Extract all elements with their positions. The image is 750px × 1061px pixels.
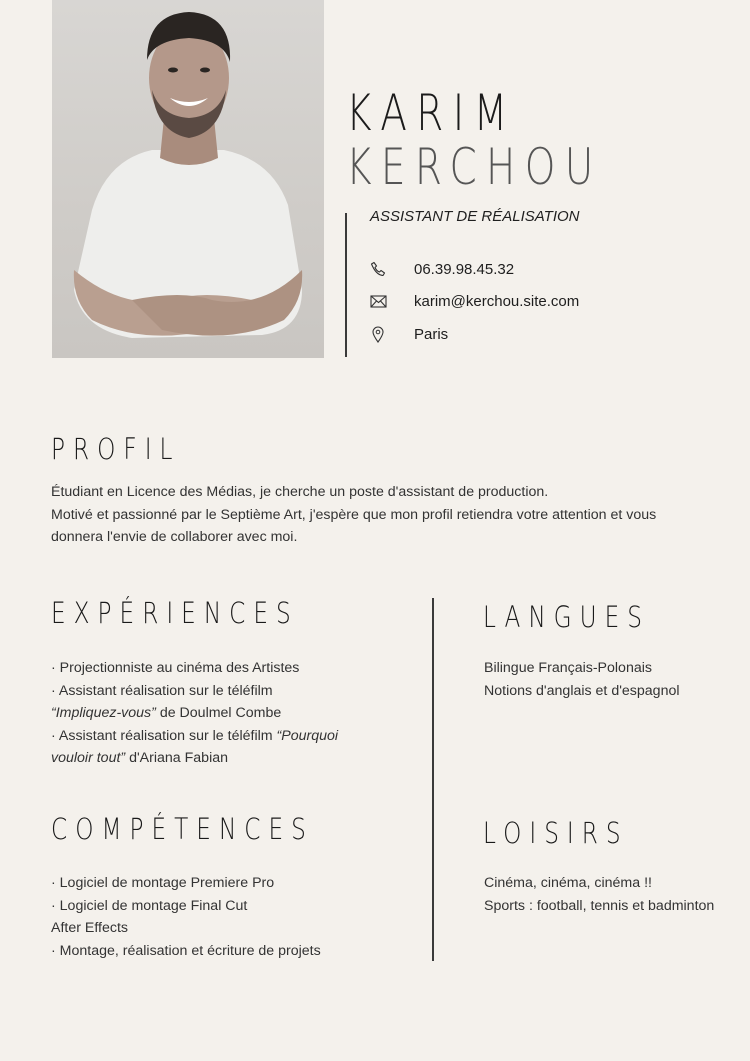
loisirs-list: [484, 872, 714, 917]
list-item: Cinéma, cinéma, cinéma !!: [484, 875, 652, 891]
list-item: · Logiciel de montage Premiere Pro: [51, 875, 275, 891]
competences-heading: COMPÉTENCES: [51, 812, 314, 846]
list-item: [51, 702, 338, 725]
contact-phone: [369, 258, 729, 280]
list-item: Notions d'anglais et d'espagnol: [484, 682, 680, 699]
list-item: Bilingue Français-Polonais: [484, 660, 652, 676]
list-item: [51, 747, 338, 770]
city: Paris: [414, 325, 449, 343]
loisirs-heading: LOISIRS: [483, 816, 629, 850]
phone-icon: [369, 260, 387, 278]
list-item: Sports : football, tennis et badminton: [484, 897, 715, 914]
competences-list: [51, 872, 321, 962]
email-address[interactable]: karim@kerchou.site.com: [414, 292, 580, 310]
profile-photo: [52, 0, 324, 358]
list-item: · Montage, réalisation et écriture de projets: [51, 942, 321, 959]
langues-list: [484, 657, 680, 702]
list-item: · Logiciel de montage Final Cut: [51, 897, 248, 914]
film-title: vouloir tout”: [51, 750, 126, 767]
list-item: · Projectionniste au cinéma des Artistes: [51, 660, 300, 676]
list-text: · Assistant réalisation sur le téléfilm: [51, 727, 277, 744]
list-item: · Assistant réalisation sur le téléfilm: [51, 682, 273, 699]
profil-text: [51, 481, 731, 549]
profil-line: Motivé et passionné par le Septième Art, j'espère que mon profil retiendra votre attention et vous: [51, 506, 657, 523]
last-name: KERCHOU: [346, 138, 603, 196]
job-title: ASSISTANT DE RÉALISATION: [370, 208, 580, 225]
first-name: KARIM: [346, 84, 517, 142]
film-title: “Pourquoi: [276, 727, 339, 744]
list-item: After Effects: [51, 920, 129, 937]
location-pin-icon: [369, 325, 387, 343]
film-title: “Impliquez-vous”: [51, 705, 156, 722]
experiences-list: [51, 657, 338, 770]
director: d'Ariana Fabian: [125, 750, 228, 767]
langues-heading: LANGUES: [483, 600, 651, 634]
director: de Doulmel Combe: [155, 705, 282, 722]
envelope-icon: [369, 292, 387, 310]
experiences-heading: EXPÉRIENCES: [51, 596, 299, 630]
header-divider: [345, 213, 347, 357]
phone-number[interactable]: 06.39.98.45.32: [414, 260, 515, 278]
list-item: [51, 725, 338, 748]
contact-city: [369, 323, 729, 345]
profil-line: Étudiant en Licence des Médias, je cherche un poste d'assistant de production.: [51, 484, 549, 500]
profil-heading: PROFIL: [51, 432, 181, 466]
column-divider: [432, 598, 434, 961]
contact-email: [369, 290, 729, 312]
profil-line: donnera l'envie de collaborer avec moi.: [51, 529, 298, 545]
